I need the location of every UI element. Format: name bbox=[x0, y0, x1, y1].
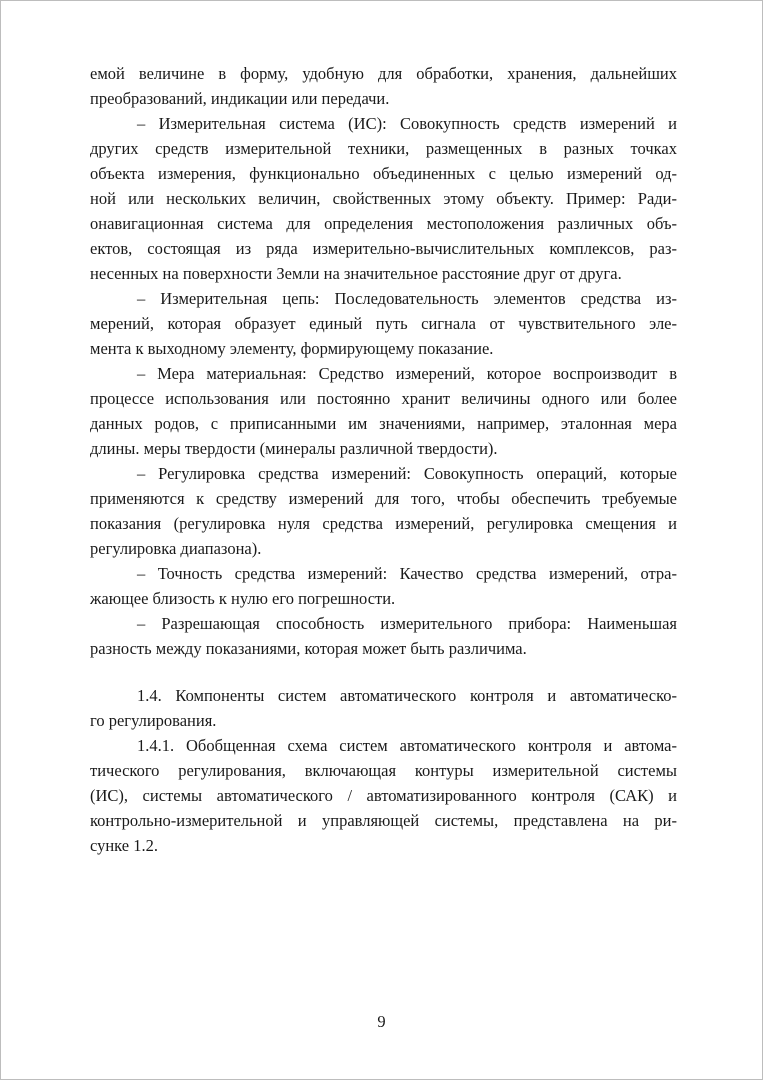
text-line: – Регулировка средства измерений: Совокупность операций, которые bbox=[137, 464, 677, 483]
text-line: ектов, состоящая из ряда измерительно-вычислительных комплексов, раз- bbox=[90, 239, 677, 258]
text-line: других средств измерительной техники, размещенных в разных точках bbox=[90, 139, 677, 158]
text-line: тического регулирования, включающая контуры измерительной системы bbox=[90, 761, 677, 780]
text-line: показания (регулировка нуля средства измерений, регулировка смещения и bbox=[90, 514, 677, 533]
text-line: контрольно-измерительной и управляющей системы, представлена на ри- bbox=[90, 811, 677, 830]
text-line: емой величине в форму, удобную для обработки, хранения, дальнейших bbox=[90, 64, 677, 83]
page-number: 9 bbox=[377, 1012, 386, 1031]
text-line: применяются к средству измерений для того, чтобы обеспечить требуемые bbox=[90, 489, 677, 508]
text-line: – Точность средства измерений: Качество средства измерений, отра- bbox=[137, 564, 677, 583]
text-line: мерений, которая образует единый путь сигнала от чувствительного эле- bbox=[90, 314, 677, 333]
text-line: регулировка диапазона). bbox=[90, 539, 262, 558]
paragraph bbox=[90, 111, 677, 286]
text-line: – Измерительная цепь: Последовательность элементов средства из- bbox=[137, 289, 677, 308]
text-line: (ИС), системы автоматического / автоматизированного контроля (САК) и bbox=[90, 786, 677, 805]
text-line: – Измерительная система (ИС): Совокупность средств измерений и bbox=[137, 114, 677, 133]
text-line: процессе использования или постоянно хранит величины одного или более bbox=[90, 389, 677, 408]
text-line: – Мера материальная: Средство измерений, которое воспроизводит в bbox=[137, 364, 677, 383]
paragraph bbox=[90, 286, 677, 361]
paragraph bbox=[90, 461, 677, 561]
paragraph bbox=[90, 611, 677, 661]
text-line: разность между показаниями, которая может быть различима. bbox=[90, 639, 527, 658]
text-block bbox=[90, 61, 677, 858]
text-line: преобразований, индикации или передачи. bbox=[90, 89, 390, 108]
text-line: данных родов, с приписанными им значениями, например, эталонная мера bbox=[90, 414, 677, 433]
text-line: сунке 1.2. bbox=[90, 836, 158, 855]
text-line: го регулирования. bbox=[90, 711, 217, 730]
paragraph bbox=[90, 733, 677, 858]
text-line: 1.4.1. Обобщенная схема систем автоматического контроля и автома- bbox=[137, 736, 677, 755]
text-line: ной или нескольких величин, свойственных этому объекту. Пример: Ради- bbox=[90, 189, 677, 208]
text-line: длины. меры твердости (минералы различной твердости). bbox=[90, 439, 498, 458]
text-line: онавигационная система для определения местоположения различных объ- bbox=[90, 214, 677, 233]
text-line: жающее близость к нулю его погрешности. bbox=[90, 589, 396, 608]
paragraph bbox=[90, 61, 677, 111]
text-line: объекта измерения, функционально объединенных с целью измерений од- bbox=[90, 164, 677, 183]
text-line: мента к выходному элементу, формирующему показание. bbox=[90, 339, 494, 358]
paragraph bbox=[90, 683, 677, 733]
text-line: – Разрешающая способность измерительного прибора: Наименьшая bbox=[137, 614, 677, 633]
text-line: 1.4. Компоненты систем автоматического контроля и автоматическо- bbox=[137, 686, 677, 705]
paragraph bbox=[90, 561, 677, 611]
paragraph bbox=[90, 361, 677, 461]
text-line: несенных на поверхности Земли на значительное расстояние друг от друга. bbox=[90, 264, 622, 283]
